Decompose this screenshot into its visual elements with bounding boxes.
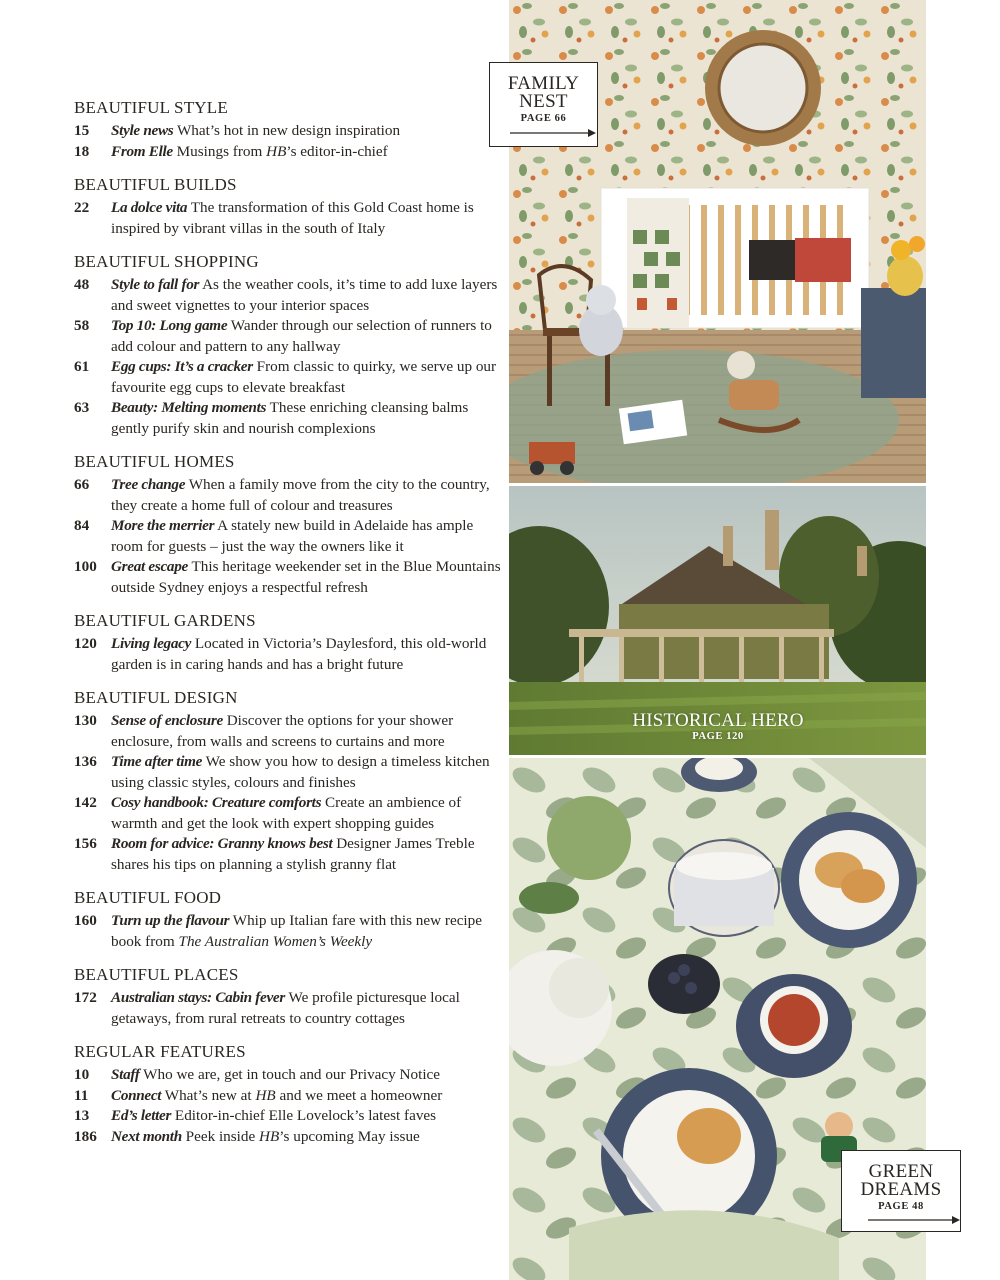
section-title: BEAUTIFUL STYLE: [74, 98, 228, 117]
entry-text: Who we are, get in touch and our Privacy Notice: [143, 1066, 441, 1083]
entry-body: [111, 793, 504, 834]
family-nest-callout[interactable]: [489, 62, 598, 147]
callout-line: NEST: [519, 91, 568, 112]
callout-page: PAGE 66: [520, 113, 567, 124]
entry-title: From Elle: [111, 142, 173, 160]
page-number: 48: [74, 276, 90, 293]
toc-entry[interactable]: [74, 475, 504, 516]
entry-body: [111, 142, 504, 163]
entry-body: [111, 357, 504, 398]
entry-emphasis: HB: [266, 142, 287, 160]
entry-title: Beauty: Melting moments: [111, 399, 267, 416]
toc-entry[interactable]: [74, 1086, 504, 1107]
toc-entry[interactable]: [74, 275, 504, 316]
entry-text: We show you how to design a timeless kitchen using classic styles, colours and finishes: [111, 753, 490, 791]
entry-emphasis: The Australian Women’s Weekly: [178, 932, 373, 950]
callout-line: DREAMS: [860, 1179, 942, 1200]
toc-section: [74, 1041, 504, 1147]
entry-body: [111, 988, 504, 1029]
section-title: BEAUTIFUL HOMES: [74, 452, 235, 471]
entry-text: Musings from: [176, 142, 267, 160]
section-title: BEAUTIFUL SHOPPING: [74, 252, 259, 271]
entry-text: Whip up Italian fare with this new recipe book from: [111, 912, 482, 950]
page-number: 186: [74, 1127, 97, 1145]
entry-body: [111, 557, 504, 598]
entry-text: Editor-in-chief Elle Lovelock’s latest faves: [174, 1107, 437, 1124]
photo-column: [509, 0, 926, 1280]
toc-section: [74, 97, 504, 162]
toc-entry[interactable]: [74, 316, 504, 357]
entry-body: [111, 516, 504, 557]
toc-entry[interactable]: [74, 634, 504, 675]
entry-text: ’s editor-in-chief: [286, 142, 388, 160]
toc-entry[interactable]: [74, 398, 504, 439]
entry-title: Next month: [111, 1127, 182, 1145]
entry-title: Turn up the flavour: [111, 912, 230, 929]
page-number: 10: [74, 1066, 90, 1083]
entry-body: [111, 1106, 504, 1127]
entry-body: [111, 316, 504, 357]
entry-emphasis: HB: [259, 1127, 280, 1145]
page-number: 84: [74, 517, 90, 534]
toc-entry[interactable]: [74, 834, 504, 875]
entry-text: As the weather cools, it’s time to add luxe layers and sweet vignettes to your interior spaces: [111, 276, 498, 314]
toc-section: [74, 251, 504, 439]
page-number: 63: [74, 399, 90, 416]
entry-text: Create an ambience of warmth and get the look with expert shopping guides: [111, 794, 462, 832]
toc-entry[interactable]: [74, 557, 504, 598]
page-number: 136: [74, 753, 97, 770]
entry-text: What’s new at: [164, 1086, 256, 1104]
section-title: REGULAR FEATURES: [74, 1042, 246, 1061]
entry-text: When a family move from the city to the country, they create a home full of colour and treasures: [111, 476, 490, 514]
toc-section: [74, 610, 504, 675]
entry-title: Egg cups: It’s a cracker: [111, 358, 253, 375]
toc-entry[interactable]: [74, 142, 504, 163]
entry-text: Peek inside: [185, 1127, 260, 1145]
toc-entry[interactable]: [74, 711, 504, 752]
toc-section: [74, 964, 504, 1029]
page-number: 120: [74, 635, 97, 652]
entry-text: What’s hot in new design inspiration: [176, 122, 401, 139]
section-title: BEAUTIFUL BUILDS: [74, 175, 237, 194]
toc-section: [74, 687, 504, 875]
page-number: 58: [74, 317, 90, 334]
table-of-contents: [74, 97, 504, 1159]
entry-text: Wander through our selection of runners to add colour and pattern to any hallway: [111, 317, 492, 355]
historical-hero-label[interactable]: [628, 711, 808, 742]
callout-line: GREEN: [868, 1161, 934, 1182]
page-number: 15: [74, 122, 90, 139]
entry-text: From classic to quirky, we serve up our favourite egg cups to elevate breakfast: [111, 358, 497, 396]
page-number: 11: [74, 1086, 89, 1104]
toc-entry[interactable]: [74, 357, 504, 398]
toc-entry[interactable]: [74, 1127, 504, 1148]
entry-text: Designer James Treble shares his tips on planning a stylish granny flat: [111, 835, 475, 873]
entry-body: [111, 834, 504, 875]
entry-title: Ed’s letter: [111, 1107, 172, 1124]
toc-section: [74, 174, 504, 239]
toc-section: [74, 451, 504, 598]
entry-title: Style news: [111, 122, 174, 139]
section-title: BEAUTIFUL GARDENS: [74, 611, 256, 630]
page-number: 61: [74, 358, 90, 375]
page-number: 160: [74, 912, 97, 929]
entry-text: We profile picturesque local getaways, from rural retreats to country cottages: [111, 989, 460, 1027]
entry-title: Top 10: Long game: [111, 317, 228, 334]
entry-body: [111, 475, 504, 516]
entry-title: Living legacy: [111, 635, 192, 652]
entry-body: [111, 398, 504, 439]
entry-text: This heritage weekender set in the Blue Mountains outside Sydney enjoys a respectful refresh: [111, 558, 501, 596]
toc-entry[interactable]: [74, 1065, 504, 1086]
entry-text: The transformation of this Gold Coast home is inspired by vibrant villas in the south of Italy: [111, 199, 474, 237]
entry-title: Time after time: [111, 753, 203, 770]
entry-title: Great escape: [111, 558, 188, 575]
toc-entry[interactable]: [74, 121, 504, 142]
entry-title: Australian stays: Cabin fever: [111, 989, 285, 1006]
callout-line: HISTORICAL HERO: [632, 710, 804, 731]
page-number: 142: [74, 794, 97, 811]
entry-title: La dolce vita: [111, 199, 188, 216]
entry-text: and we meet a homeowner: [275, 1086, 443, 1104]
page-number: 18: [74, 142, 90, 160]
arrow-right-icon: [868, 1215, 960, 1225]
toc-entry[interactable]: [74, 793, 504, 834]
toc-entry[interactable]: [74, 516, 504, 557]
entry-title: Sense of enclosure: [111, 712, 223, 729]
page-number: 156: [74, 835, 97, 852]
entry-text: A stately new build in Adelaide has ample room for guests – just the way the owners like it: [111, 517, 474, 555]
green-dreams-callout[interactable]: [841, 1150, 961, 1232]
entry-title: Cosy handbook: Creature comforts: [111, 794, 322, 811]
entry-title: Connect: [111, 1086, 162, 1104]
entry-title: Staff: [111, 1066, 140, 1083]
callout-page: PAGE 48: [878, 1201, 924, 1212]
page-number: 13: [74, 1107, 90, 1124]
entry-body: [111, 711, 504, 752]
page-number: 130: [74, 712, 97, 729]
toc-entry[interactable]: [74, 752, 504, 793]
page-number: 22: [74, 199, 90, 216]
entry-body: [111, 198, 504, 239]
entry-title: Style to fall for: [111, 276, 200, 293]
callout-page: PAGE 120: [692, 731, 744, 742]
toc-section: [74, 887, 504, 952]
entry-body: [111, 911, 504, 952]
entry-title: Room for advice: Granny knows best: [111, 835, 333, 852]
page-number: 172: [74, 989, 97, 1006]
entry-title: Tree change: [111, 476, 186, 493]
entry-title: More the merrier: [111, 517, 215, 534]
entry-body: [111, 275, 504, 316]
toc-entry[interactable]: [74, 198, 504, 239]
toc-entry[interactable]: [74, 911, 504, 952]
arrow-right-icon: [510, 128, 596, 138]
entry-body: [111, 1065, 504, 1086]
entry-text: Located in Victoria’s Daylesford, this old-world garden is in caring hands and has a bright future: [111, 635, 487, 673]
toc-entry[interactable]: [74, 988, 504, 1029]
entry-body: [111, 1127, 504, 1148]
entry-body: [111, 121, 504, 142]
entry-emphasis: HB: [255, 1086, 276, 1104]
page-number: 100: [74, 558, 97, 575]
toc-entry[interactable]: [74, 1106, 504, 1127]
section-title: BEAUTIFUL PLACES: [74, 965, 239, 984]
entry-text: ’s upcoming May issue: [279, 1127, 420, 1145]
entry-body: [111, 752, 504, 793]
entry-body: [111, 634, 504, 675]
entry-text: Discover the options for your shower enclosure, from walls and screens to curtains and more: [111, 712, 454, 750]
section-title: BEAUTIFUL DESIGN: [74, 688, 238, 707]
section-title: BEAUTIFUL FOOD: [74, 888, 222, 907]
page-number: 66: [74, 476, 90, 493]
entry-text: These enriching cleansing balms gently purify skin and nourish complexions: [111, 399, 469, 437]
callout-line: FAMILY: [507, 73, 580, 94]
entry-body: [111, 1086, 504, 1107]
